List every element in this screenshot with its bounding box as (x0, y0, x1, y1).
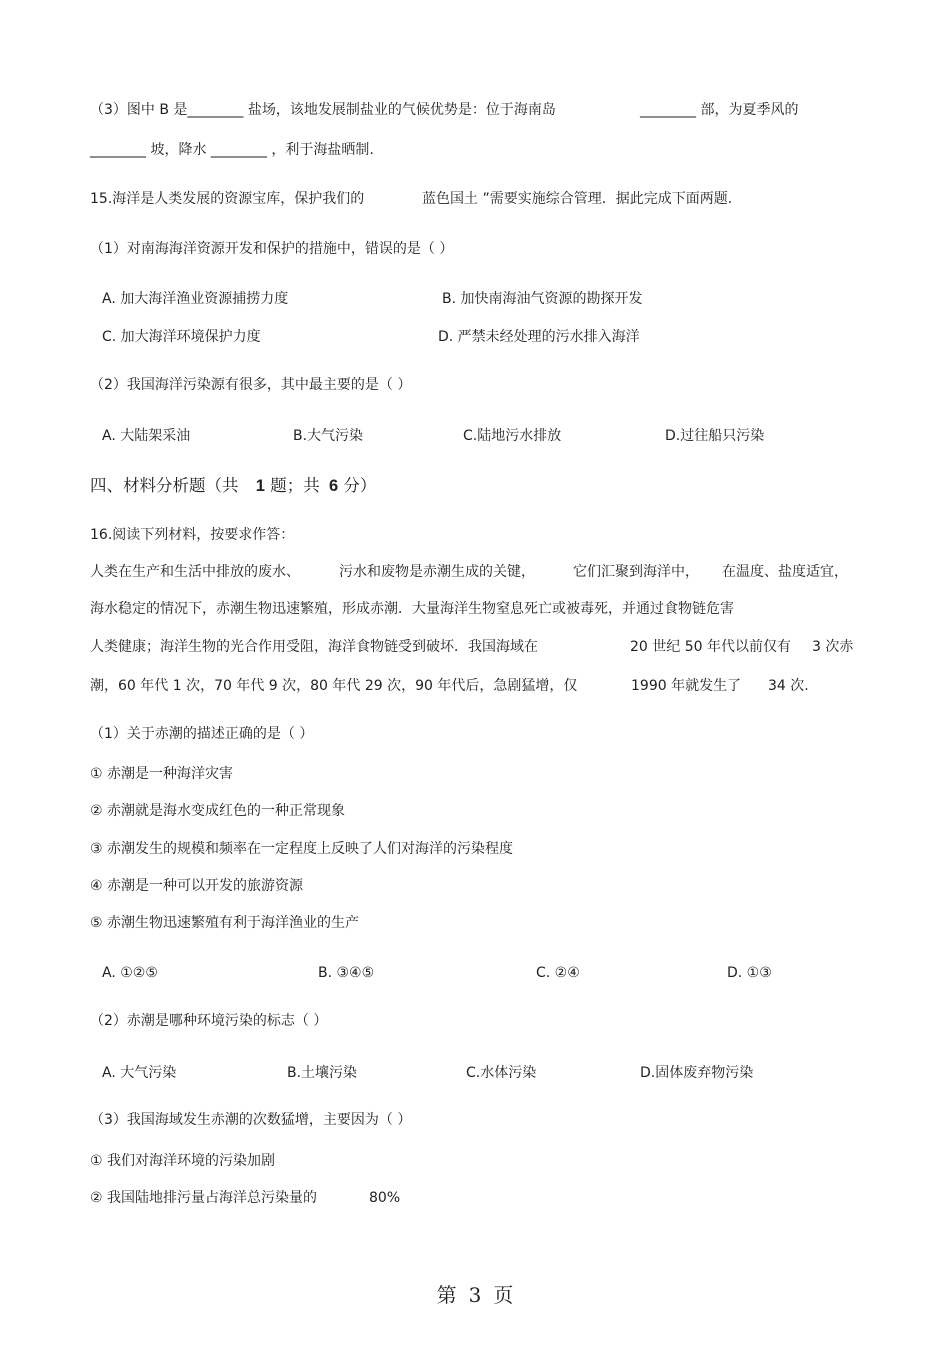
q16-material-line3-seg1: 人类健康；海洋生物的光合作用受阻，海洋食物链受到破坏．我国海域在 (90, 639, 538, 655)
q16-material-line1-seg2: 污水和废物是赤潮生成的关键， (339, 564, 535, 580)
q16-sub1-statement-3: ③ 赤潮发生的规模和频率在一定程度上反映了人们对海洋的污染程度 (90, 841, 513, 857)
q16-sub3-statement-2-value: 80% (369, 1190, 401, 1206)
q15-sub1-option-b[interactable]: B. 加快南海油气资源的勘探开发 (442, 291, 643, 307)
q14-3-line1-part1: （3）图中 B 是________ 盐场，该地发展制盐业的气候优势是：位于海南岛 (90, 102, 556, 118)
q16-sub3-statement-1: ① 我们对海洋环境的污染加剧 (90, 1153, 276, 1169)
section-4-label-c: 分） (343, 476, 377, 495)
q15-sub1-option-d[interactable]: D. 严禁未经处理的污水排入海洋 (438, 329, 640, 345)
q15-stem-part1: 15.海洋是人类发展的资源宝库，保护我们的 (90, 191, 365, 207)
q16-sub1-option-c[interactable]: C. ②④ (536, 965, 580, 981)
q15-sub2-option-c[interactable]: C.陆地污水排放 (463, 428, 562, 444)
page-number (0, 1279, 950, 1308)
q16-sub2-option-d[interactable]: D.固体废弃物污染 (640, 1065, 754, 1081)
q16-sub1-statement-1: ① 赤潮是一种海洋灾害 (90, 766, 234, 782)
section-4-score: 6 (328, 477, 339, 495)
q15-sub2-option-a[interactable]: A. 大陆架采油 (102, 428, 191, 444)
q15-stem-part2: 蓝色国土 ”需要实施综合管理．据此完成下面两题. (422, 191, 733, 207)
section-4-label-a: 四、材料分析题（共 (90, 476, 239, 495)
q15-sub2-option-b[interactable]: B.大气污染 (293, 428, 364, 444)
q16-sub1-statement-4: ④ 赤潮是一种可以开发的旅游资源 (90, 878, 304, 894)
q16-material-line4-seg3: 34 次. (768, 678, 809, 694)
q16-sub1-option-d[interactable]: D. ①③ (727, 965, 772, 981)
q16-sub1-question: （1）关于赤潮的描述正确的是（ ） (90, 726, 314, 742)
q16-material-line4-seg1: 潮，60 年代 1 次，70 年代 9 次，80 年代 29 次，90 年代后，急剧猛增，仅 (90, 678, 578, 694)
q16-sub2-question: （2）赤潮是哪种环境污染的标志（ ） (90, 1013, 328, 1029)
q16-material-line3-seg3: 3 次赤 (812, 639, 854, 655)
q15-sub2-option-d[interactable]: D.过往船只污染 (665, 428, 765, 444)
section-4-label-b: 题；共 (270, 476, 320, 495)
q15-sub1-option-a[interactable]: A. 加大海洋渔业资源捕捞力度 (102, 291, 289, 307)
page-suffix: 页 (493, 1283, 514, 1307)
section-4-count: 1 (255, 477, 265, 495)
q14-3-line1-part2: ________ 部，为夏季风的 (640, 102, 799, 118)
q14-3-line2: ________ 坡，降水 ________ ，利于海盐晒制. (90, 142, 374, 158)
q16-material-line1-seg3: 它们汇聚到海洋中， (573, 564, 699, 580)
q16-sub1-statement-2: ② 赤潮就是海水变成红色的一种正常现象 (90, 803, 345, 819)
q16-material-line1-seg1: 人类在生产和生活中排放的废水、 (90, 564, 300, 580)
page-number-value: 3 (468, 1283, 482, 1307)
q16-material-line3-seg2: 20 世纪 50 年代以前仅有 (630, 639, 791, 655)
q16-stem: 16.阅读下列材料，按要求作答： (90, 527, 295, 543)
q15-sub2-question: （2）我国海洋污染源有很多，其中最主要的是（ ） (90, 377, 412, 393)
q16-sub3-question: （3）我国海域发生赤潮的次数猛增，主要因为（ ） (90, 1112, 412, 1128)
section-4-heading (90, 476, 376, 496)
q16-sub1-option-a[interactable]: A. ①②⑤ (102, 965, 158, 981)
q16-sub2-option-b[interactable]: B.土壤污染 (287, 1065, 358, 1081)
q16-material-line4-seg2: 1990 年就发生了 (631, 678, 742, 694)
q16-sub2-option-a[interactable]: A. 大气污染 (102, 1065, 177, 1081)
page-prefix: 第 (436, 1283, 457, 1307)
q15-sub1-option-c[interactable]: C. 加大海洋环境保护力度 (102, 329, 261, 345)
q16-sub2-option-c[interactable]: C.水体污染 (466, 1065, 537, 1081)
q16-material-line2: 海水稳定的情况下，赤潮生物迅速繁殖，形成赤潮．大量海洋生物窒息死亡或被毒死，并通过食物链危害 (90, 601, 734, 617)
q16-sub1-option-b[interactable]: B. ③④⑤ (318, 965, 375, 981)
q16-sub3-statement-2: ② 我国陆地排污量占海洋总污染量的 (90, 1190, 318, 1206)
q16-material-line1-seg4: 在温度、盐度适宜， (722, 564, 848, 580)
q15-sub1-question: （1）对南海海洋资源开发和保护的措施中，错误的是（ ） (90, 241, 454, 257)
q16-sub1-statement-5: ⑤ 赤潮生物迅速繁殖有利于海洋渔业的生产 (90, 915, 359, 931)
